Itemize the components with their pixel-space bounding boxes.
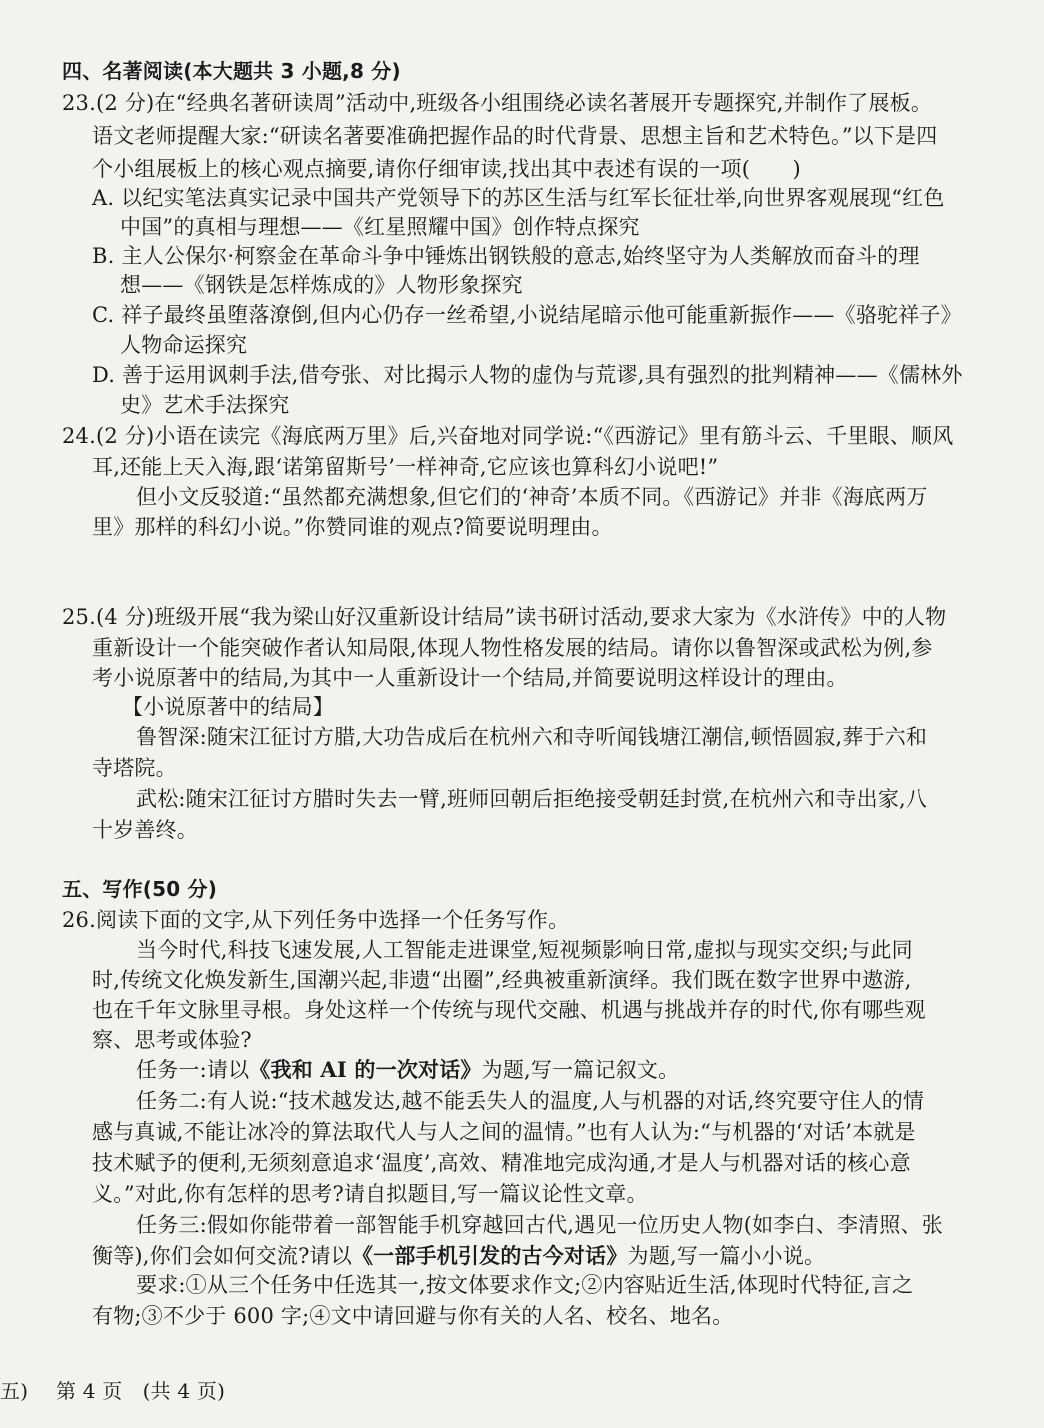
- task-one-suffix: 为题,写一篇记叙文。: [481, 1058, 680, 1082]
- q24-line-1: 24.(2 分)小语在读完《海底两万里》后,兴奋地对同学说:“《西游记》里有筋斗云、千里眼、顺风: [62, 424, 954, 448]
- section-four-title: 四、名著阅读(本大题共 3 小题,8 分): [62, 59, 401, 83]
- q23-option-d-line-1: D. 善于运用讽刺手法,借夸张、对比揭示人物的虚伪与荒谬,具有强烈的批判精神——《儒林外: [92, 363, 963, 387]
- q23-option-a-line-2: 中国”的真相与理想——《红星照耀中国》创作特点探究: [120, 215, 640, 239]
- q26-paragraph-line-3: 也在千年文脉里寻根。身处这样一个传统与现代交融、机遇与挑战并存的时代,你有哪些观: [92, 998, 926, 1022]
- q24-line-2: 耳,还能上天入海,跟‘诺第留斯号’一样神奇,它应该也算科幻小说吧!”: [92, 455, 719, 479]
- q26-requirements-line-2: 有物;③不少于 600 字;④文中请回避与你有关的人名、校名、地名。: [92, 1304, 734, 1328]
- q26-task-two-line-3: 技术赋予的便利,无须刻意追求‘温度’,高效、精准地完成沟通,才是人与机器对话的核心意: [92, 1151, 911, 1175]
- q26-line-1: 26.阅读下面的文字,从下列任务中选择一个任务写作。: [62, 908, 570, 932]
- q24-line-4: 里》那样的科幻小说。”你赞同谁的观点?简要说明理由。: [92, 515, 613, 539]
- section-five-title: 五、写作(50 分): [62, 877, 218, 901]
- q26-task-one: [136, 1055, 679, 1085]
- q25-line-1: 25.(4 分)班级开展“我为梁山好汉重新设计结局”读书研讨活动,要求大家为《水浒传》中的人物: [62, 605, 947, 629]
- q26-task-three-line-2: [92, 1241, 825, 1271]
- q26-task-two-line-2: 感与真诚,不能让冰冷的算法取代人与人之间的温情。”也有人认为:“与机器的‘对话’本就是: [92, 1120, 916, 1144]
- footer-left-fragment: 五): [0, 1379, 29, 1403]
- q26-paragraph-line-2: 时,传统文化焕发新生,国潮兴起,非遗“出圈”,经典被重新演绎。我们既在数字世界中遨游,: [92, 968, 912, 992]
- q26-task-two-line-1: 任务二:有人说:“技术越发达,越不能丢失人的温度,人与机器的对话,终究要守住人的情: [136, 1089, 925, 1113]
- q26-task-three-line-1: 任务三:假如你能带着一部智能手机穿越回古代,遇见一位历史人物(如李白、李清照、张: [136, 1213, 943, 1237]
- q23-line-3: 个小组展板上的核心观点摘要,请你仔细审读,找出其中表述有误的一项( ): [92, 157, 801, 181]
- page-number: 第 4 页 (共 4 页): [56, 1379, 226, 1403]
- q25-line-2: 重新设计一个能突破作者认知局限,体现人物性格发展的结局。请你以鲁智深或武松为例,参: [92, 636, 933, 660]
- task-three-prefix: 衡等),你们会如何交流?请以: [92, 1244, 352, 1268]
- q26-paragraph-line-1: 当今时代,科技飞速发展,人工智能走进课堂,短视频影响日常,虚拟与现实交织;与此同: [136, 938, 913, 962]
- q23-option-d-line-2: 史》艺术手法探究: [120, 393, 290, 417]
- q23-option-b-line-1: B. 主人公保尔·柯察金在革命斗争中锤炼出钢铁般的意志,始终坚守为人类解放而奋斗的理: [92, 244, 920, 268]
- q26-paragraph-line-4: 察、思考或体验?: [92, 1028, 252, 1052]
- q25-ending-heading: 【小说原著中的结局】: [122, 695, 334, 719]
- q25-lu-zhishen-line-1: 鲁智深:随宋江征讨方腊,大功告成后在杭州六和寺听闻钱塘江潮信,顿悟圆寂,葬于六和: [136, 725, 928, 749]
- q23-option-c-line-1: C. 祥子最终虽堕落潦倒,但内心仍存一丝希望,小说结尾暗示他可能重新振作——《骆驼祥子》: [92, 303, 962, 327]
- task-three-title: 《一部手机引发的古今对话》: [351, 1243, 628, 1268]
- q23-line-2: 语文老师提醒大家:“研读名著要准确把握作品的时代背景、思想主旨和艺术特色。”以下是四: [92, 124, 938, 148]
- q26-task-two-line-4: 义。”对此,你有怎样的思考?请自拟题目,写一篇议论性文章。: [92, 1182, 648, 1206]
- task-one-title: 《我和 AI 的一次对话》: [249, 1057, 482, 1082]
- q25-lu-zhishen-line-2: 寺塔院。: [92, 756, 177, 780]
- q23-option-b-line-2: 想——《钢铁是怎样炼成的》人物形象探究: [120, 273, 523, 297]
- task-three-suffix: 为题,写一篇小小说。: [627, 1244, 826, 1268]
- q23-line-1: 23.(2 分)在“经典名著研读周”活动中,班级各小组围绕必读名著展开专题探究,并制作了展板。: [62, 91, 933, 115]
- q25-wu-song-line-1: 武松:随宋江征讨方腊时失去一臂,班师回朝后拒绝接受朝廷封赏,在杭州六和寺出家,八: [136, 787, 928, 811]
- q25-line-3: 考小说原著中的结局,为其中一人重新设计一个结局,并简要说明这样设计的理由。: [92, 666, 848, 690]
- task-one-prefix: 任务一:请以: [136, 1058, 250, 1082]
- q26-requirements-line-1: 要求:①从三个任务中任选其一,按文体要求作文;②内容贴近生活,体现时代特征,言之: [136, 1273, 914, 1297]
- q23-option-a-line-1: A. 以纪实笔法真实记录中国共产党领导下的苏区生活与红军长征壮举,向世界客观展现“红色: [92, 186, 945, 210]
- q24-line-3: 但小文反驳道:“虽然都充满想象,但它们的‘神奇’本质不同。《西游记》并非《海底两万: [136, 485, 928, 509]
- q23-option-c-line-2: 人物命运探究: [120, 333, 248, 357]
- q25-wu-song-line-2: 十岁善终。: [92, 818, 198, 842]
